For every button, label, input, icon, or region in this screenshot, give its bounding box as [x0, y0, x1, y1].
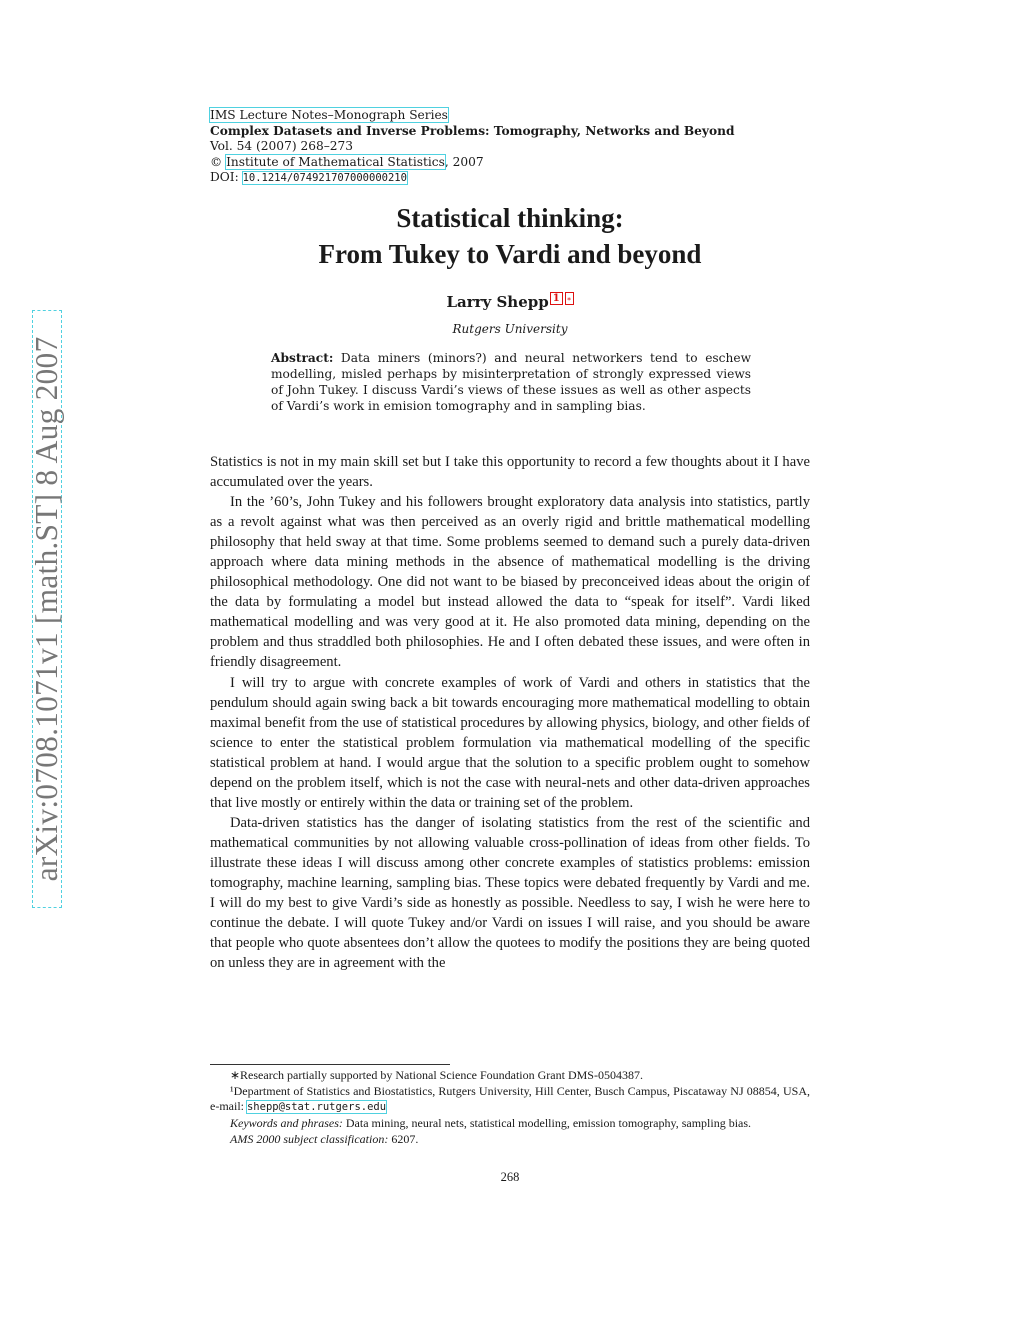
footnote-keywords: [210, 1116, 810, 1132]
author-line: [210, 292, 810, 311]
footnote-rule: [210, 1064, 450, 1065]
paragraph-3: I will try to argue with concrete examples of work of Vardi and others in statistics that the pendulum should again swing back a bit towards encouraging more mathematical modelling to obtain maximal benefit from the use of statistical procedures by allowing physics, biology, and other fields of science to enter the statistical problem formulation via mathematical modelling of the specific statistical problem at hand. I would argue that the solution to a specific problem ought to somehow depend on the problem itself, which is not the case with neural-nets and other data-driven approaches that live mostly or entirely within the data or training set of the problem.: [210, 674, 810, 811]
book-title: Complex Datasets and Inverse Problems: Tomography, Networks and Beyond: [210, 123, 735, 138]
footnote-funding: ∗Research partially supported by National Science Foundation Grant DMS-0504387.: [230, 1068, 643, 1082]
doi-label: DOI:: [210, 170, 243, 185]
series-link[interactable]: IMS Lecture Notes–Monograph Series: [210, 108, 448, 122]
paper-title: [210, 200, 810, 272]
footnote-mark-1[interactable]: 1: [550, 292, 563, 305]
copyright-year: , 2007: [444, 154, 484, 169]
doi-link[interactable]: 10.1214/074921707000000210: [242, 172, 407, 185]
paragraph-2: In the ’60’s, John Tukey and his followers brought exploratory data analysis into statistics, partly as a revolt against what was then perceived as an overly rigid and brittle mathematical modelling philosophy that held sway at that time. Some problems seemed to demand such a purely data-driven approach where data mining methods in the absence of mathematical modelling is the driving philosophical methodology. One did not want to be biased by preconceived ideas about the origin of the data by formulating a model but instead allowed the data to “speak for itself”. Vardi liked mathematical modelling and was very good at it. He also promoted data mining, depending on the problem and thus straddled both philosophies. He and I often debated these issues, and were often in friendly disagreement.: [210, 494, 810, 671]
copyright-line: [210, 155, 735, 171]
footnote-affiliation-text: ¹Department of Statistics and Biostatistics, Rutgers University, Hill Center, Busch Campus, Piscataway NJ 08854, USA, e-mail:: [210, 1083, 810, 1114]
body-text: [210, 452, 810, 973]
arxiv-stamp[interactable]: [29, 310, 64, 908]
publisher-link[interactable]: Institute of Mathematical Statistics: [226, 154, 445, 169]
title-line-2: From Tukey to Vardi and beyond: [318, 239, 702, 269]
footnotes: [210, 1068, 810, 1148]
doi-line: [210, 170, 735, 187]
abstract-label: Abstract:: [271, 351, 334, 365]
email-link[interactable]: shepp@stat.rutgers.edu: [246, 1101, 387, 1114]
footnote-mark-star[interactable]: ∗: [566, 294, 572, 303]
abstract-text: Data miners (minors?) and neural networkers tend to eschew modelling, misled perhaps by misinterpretation of strongly expressed views of John Tukey. I discuss Vardi’s views of these issues as well as other aspects of Vardi’s work in emision tomography and in sampling bias.: [271, 351, 751, 413]
publication-header: [210, 108, 735, 187]
page-number: 268: [500, 1170, 520, 1184]
title-line-1: Statistical thinking:: [396, 203, 624, 233]
arxiv-stamp-text: arXiv:0708.1071v1 [math.ST] 8 Aug 2007: [29, 336, 64, 882]
footnote-affiliation: [210, 1084, 810, 1116]
volume-info: Vol. 54 (2007) 268–273: [210, 139, 354, 154]
ams-label: AMS 2000 subject classification:: [230, 1131, 389, 1146]
paragraph-1: Statistics is not in my main skill set but I take this opportunity to record a few thoughts about it I have accumulated over the years.: [210, 454, 810, 491]
paragraph-4: Data-driven statistics has the danger of isolating statistics from the rest of the scientific and mathematical communities by not allowing valuable cross-pollination of ideas from other fields. To illustrate these ideas I will discuss among other concrete examples of statistics problems: emission tomography, machine learning, sampling bias. These topics were debated frequently by Vardi and me. I will do my best to give Vardi’s side as honestly as possible. Needless to say, I wish he were here to continue the debate. I will quote Tukey and/or Vardi on issues I will raise, and you should be aware that people who quote absentees don’t allow the quotees to modify the positions they are being quoted on unless they are in agreement with the: [210, 814, 810, 972]
keywords-text: Data mining, neural nets, statistical modelling, emission tomography, sampling bias.: [342, 1116, 752, 1131]
ams-text: 6207.: [388, 1131, 419, 1146]
abstract: [271, 350, 751, 414]
keywords-label: Keywords and phrases:: [230, 1116, 343, 1131]
copyright-symbol: ©: [210, 154, 223, 169]
author-affiliation: Rutgers University: [452, 322, 568, 336]
footnote-ams: [210, 1132, 810, 1148]
author-name: Larry Shepp: [446, 293, 549, 311]
